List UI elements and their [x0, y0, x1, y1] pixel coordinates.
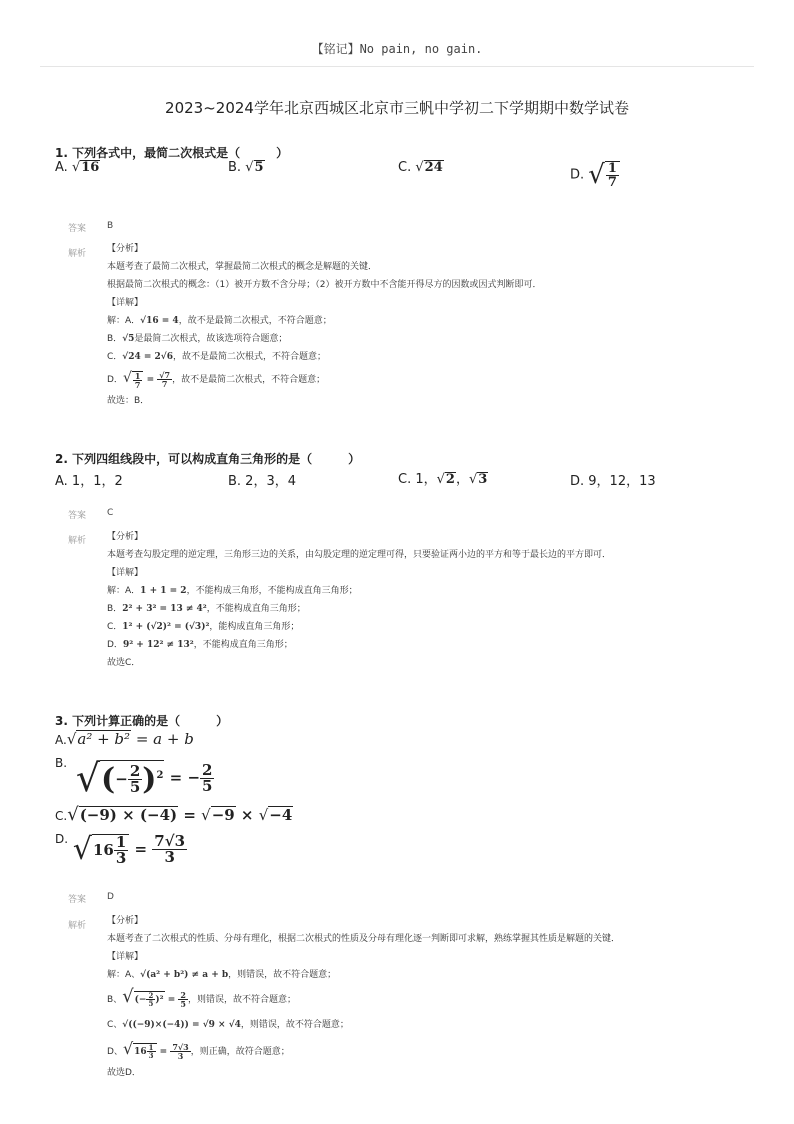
- q2-answer-label: 答案: [68, 511, 87, 521]
- radical-icon: √: [122, 370, 132, 386]
- q2-answer: C: [107, 508, 114, 518]
- q1-sol-math: √16 = 4: [140, 316, 179, 326]
- q3-sol-line: 本题考查了二次根式的性质、分母有理化，根据二次根式的性质及分母有理化逐一判断即可求解，熟练掌握其性质是解题的关键．: [107, 934, 621, 944]
- q1-option-b-radicand: 5: [254, 160, 264, 175]
- q2-analysis-label: 解析: [68, 536, 87, 546]
- radical-icon: √: [588, 160, 605, 190]
- q3-option-d: $^{D.}$ √16 $\frac{1}{3}$ = $\frac{7√3}{3}$: [55, 832, 186, 867]
- q2-sol-line: B．2² + 3² = 13 ≠ 4²，不能构成直角三角形；: [107, 604, 306, 614]
- q1-option-d: [570, 160, 620, 190]
- radical-icon: √: [415, 160, 424, 175]
- q3-option-a: A.√a² + b² = a + b: [55, 730, 194, 748]
- q1-option-d-numerator: 1: [607, 161, 617, 176]
- radical-icon: √: [436, 472, 445, 487]
- q3-option-b: $^{B.}$ √(− $\frac{2}{5}$ )$^2$ = − $\frac{2}{5}$: [55, 756, 213, 800]
- q1-sol-line: C．√24 = 2√6，故不是最简二次根式，不符合题意；: [107, 352, 326, 362]
- q1-option-d-label: D.: [570, 167, 585, 183]
- q1-option-a-label: A.: [55, 160, 68, 175]
- q3-sol-line: B、√(− $\frac{2}{5}$ )² = $\frac{2}{5}$ ，则错误，故不符合题意；: [107, 986, 296, 1009]
- q3-stem: 3. 下列计算正确的是（ ）: [55, 714, 229, 728]
- q3-sol-line: 【详解】: [107, 952, 144, 962]
- q3-answer: D: [107, 892, 114, 902]
- q3-sol-line: 【分析】: [107, 916, 144, 926]
- radical-icon: √: [67, 804, 79, 825]
- q3-sol-line: 故选D．: [107, 1068, 141, 1078]
- q3-sol-math: √((−9)×(−4)) = √9 × √4: [122, 1020, 241, 1030]
- q1-option-b: [228, 160, 265, 175]
- q2-sol-math: 9² + 12² ≠ 13²: [122, 640, 194, 650]
- q3-sol-math: √(a² + b²) ≠ a + b: [140, 970, 229, 980]
- q2-sol-line: 解：A．1 + 1 = 2，不能构成三角形，不能构成直角三角形；: [107, 586, 358, 596]
- q1-sol-line: 【详解】: [107, 298, 144, 308]
- q2-stem: 2. 下列四组线段中，可以构成直角三角形的是（ ）: [55, 452, 361, 466]
- radical-icon: √: [122, 1039, 134, 1058]
- q1-analysis-label: 解析: [68, 249, 87, 259]
- q2-sol-line: D．9² + 12² ≠ 13²，不能构成直角三角形；: [107, 640, 293, 650]
- radical-icon: √: [258, 806, 269, 824]
- q2-option-a: A. 1，1，2: [55, 474, 123, 489]
- q2-option-b: B. 2，3，4: [228, 474, 296, 489]
- q1-sol-line: D．√ $\frac{1}{7}$ = $\frac{√7}{7}$ ，故不是最简二次根式，不符合题意；: [107, 370, 326, 390]
- q2-sol-math: 1 + 1 = 2: [140, 586, 187, 596]
- q2-option-d: D. 9，12，13: [570, 474, 656, 489]
- q1-answer-label: 答案: [68, 224, 87, 234]
- radical-icon: √: [66, 730, 77, 748]
- q1-sol-line: 故选：B．: [107, 396, 150, 406]
- radical-icon: √: [201, 806, 211, 824]
- q2-sol-line: 【分析】: [107, 532, 144, 542]
- q1-option-c-label: C.: [398, 160, 412, 175]
- q2-solution: [107, 528, 611, 672]
- q1-answer: B: [107, 221, 114, 231]
- radical-icon: √: [71, 160, 81, 175]
- q1-sol-line: 【分析】: [107, 244, 144, 254]
- q1-sol-math: √5: [122, 334, 135, 344]
- q1-option-b-label: B.: [228, 160, 242, 175]
- q1-option-c: [398, 160, 444, 175]
- page-title: 2023~2024学年北京西城区北京市三帆中学初二下学期期中数学试卷: [165, 99, 629, 117]
- header-divider: [40, 66, 754, 67]
- q1-stem: 1. 下列各式中，最简二次根式是（ ）: [55, 146, 289, 160]
- q2-sol-math: 1² + (√2)² = (√3)²: [122, 622, 210, 632]
- q3-analysis-label: 解析: [68, 921, 87, 931]
- q3-answer-label: 答案: [68, 895, 87, 905]
- q1-sol-line: 解：A．√16 = 4，故不是最简二次根式，不符合题意；: [107, 316, 332, 326]
- q1-sol-line: 本题考查了最简二次根式，掌握最简二次根式的概念是解题的关键．: [107, 262, 378, 272]
- q1-option-d-denominator: 7: [607, 175, 617, 190]
- q1-option-a-radicand: 16: [81, 160, 100, 175]
- q1-sol-math: √24 = 2√6: [122, 352, 173, 362]
- q3-option-c: C.√(−9) × (−4) = √−9 × √−4: [55, 804, 293, 825]
- q1-solution: [107, 240, 541, 410]
- q2-sol-line: C．1² + (√2)² = (√3)²，能构成直角三角形；: [107, 622, 300, 632]
- radical-icon: √: [75, 756, 101, 800]
- q1-option-c-radicand: 24: [424, 160, 443, 175]
- q1-option-a: [55, 160, 100, 175]
- radical-icon: √: [122, 986, 134, 1007]
- q3-sol-line: 解：A、√(a² + b²) ≠ a + b，则错误，故不符合题意；: [107, 970, 337, 980]
- header-motto: 【铭记】No pain, no gain.: [311, 42, 483, 56]
- radical-icon: √: [245, 160, 254, 175]
- radical-icon: √: [72, 832, 92, 867]
- radical-icon: √: [468, 472, 478, 487]
- q2-sol-line: 故选C．: [107, 658, 141, 668]
- q3-sol-line: D、√16 $\frac{1}{3}$ = $\frac{7√3}{3}$ ，则正确，故符合题意；: [107, 1039, 290, 1061]
- q2-option-c: C. 1，√2，√3: [398, 472, 488, 487]
- q1-sol-line: B．√5是最简二次根式，故该选项符合题意；: [107, 334, 288, 344]
- q3-solution: [107, 912, 620, 1082]
- q2-sol-line: 本题考查勾股定理的逆定理，三角形三边的关系，由勾股定理的逆定理可得，只要验证两小边的平方和等于最长边的平方即可．: [107, 550, 612, 560]
- q1-sol-line: 根据最简二次根式的概念：（1）被开方数不含分母；（2）被开方数中不含能开得尽方的因数或因式判断即可．: [107, 280, 542, 290]
- q2-sol-math: 2² + 3² = 13 ≠ 4²: [122, 604, 207, 614]
- q2-sol-line: 【详解】: [107, 568, 144, 578]
- q3-sol-line: C、√((−9)×(−4)) = √9 × √4，则错误，故不符合题意；: [107, 1020, 349, 1030]
